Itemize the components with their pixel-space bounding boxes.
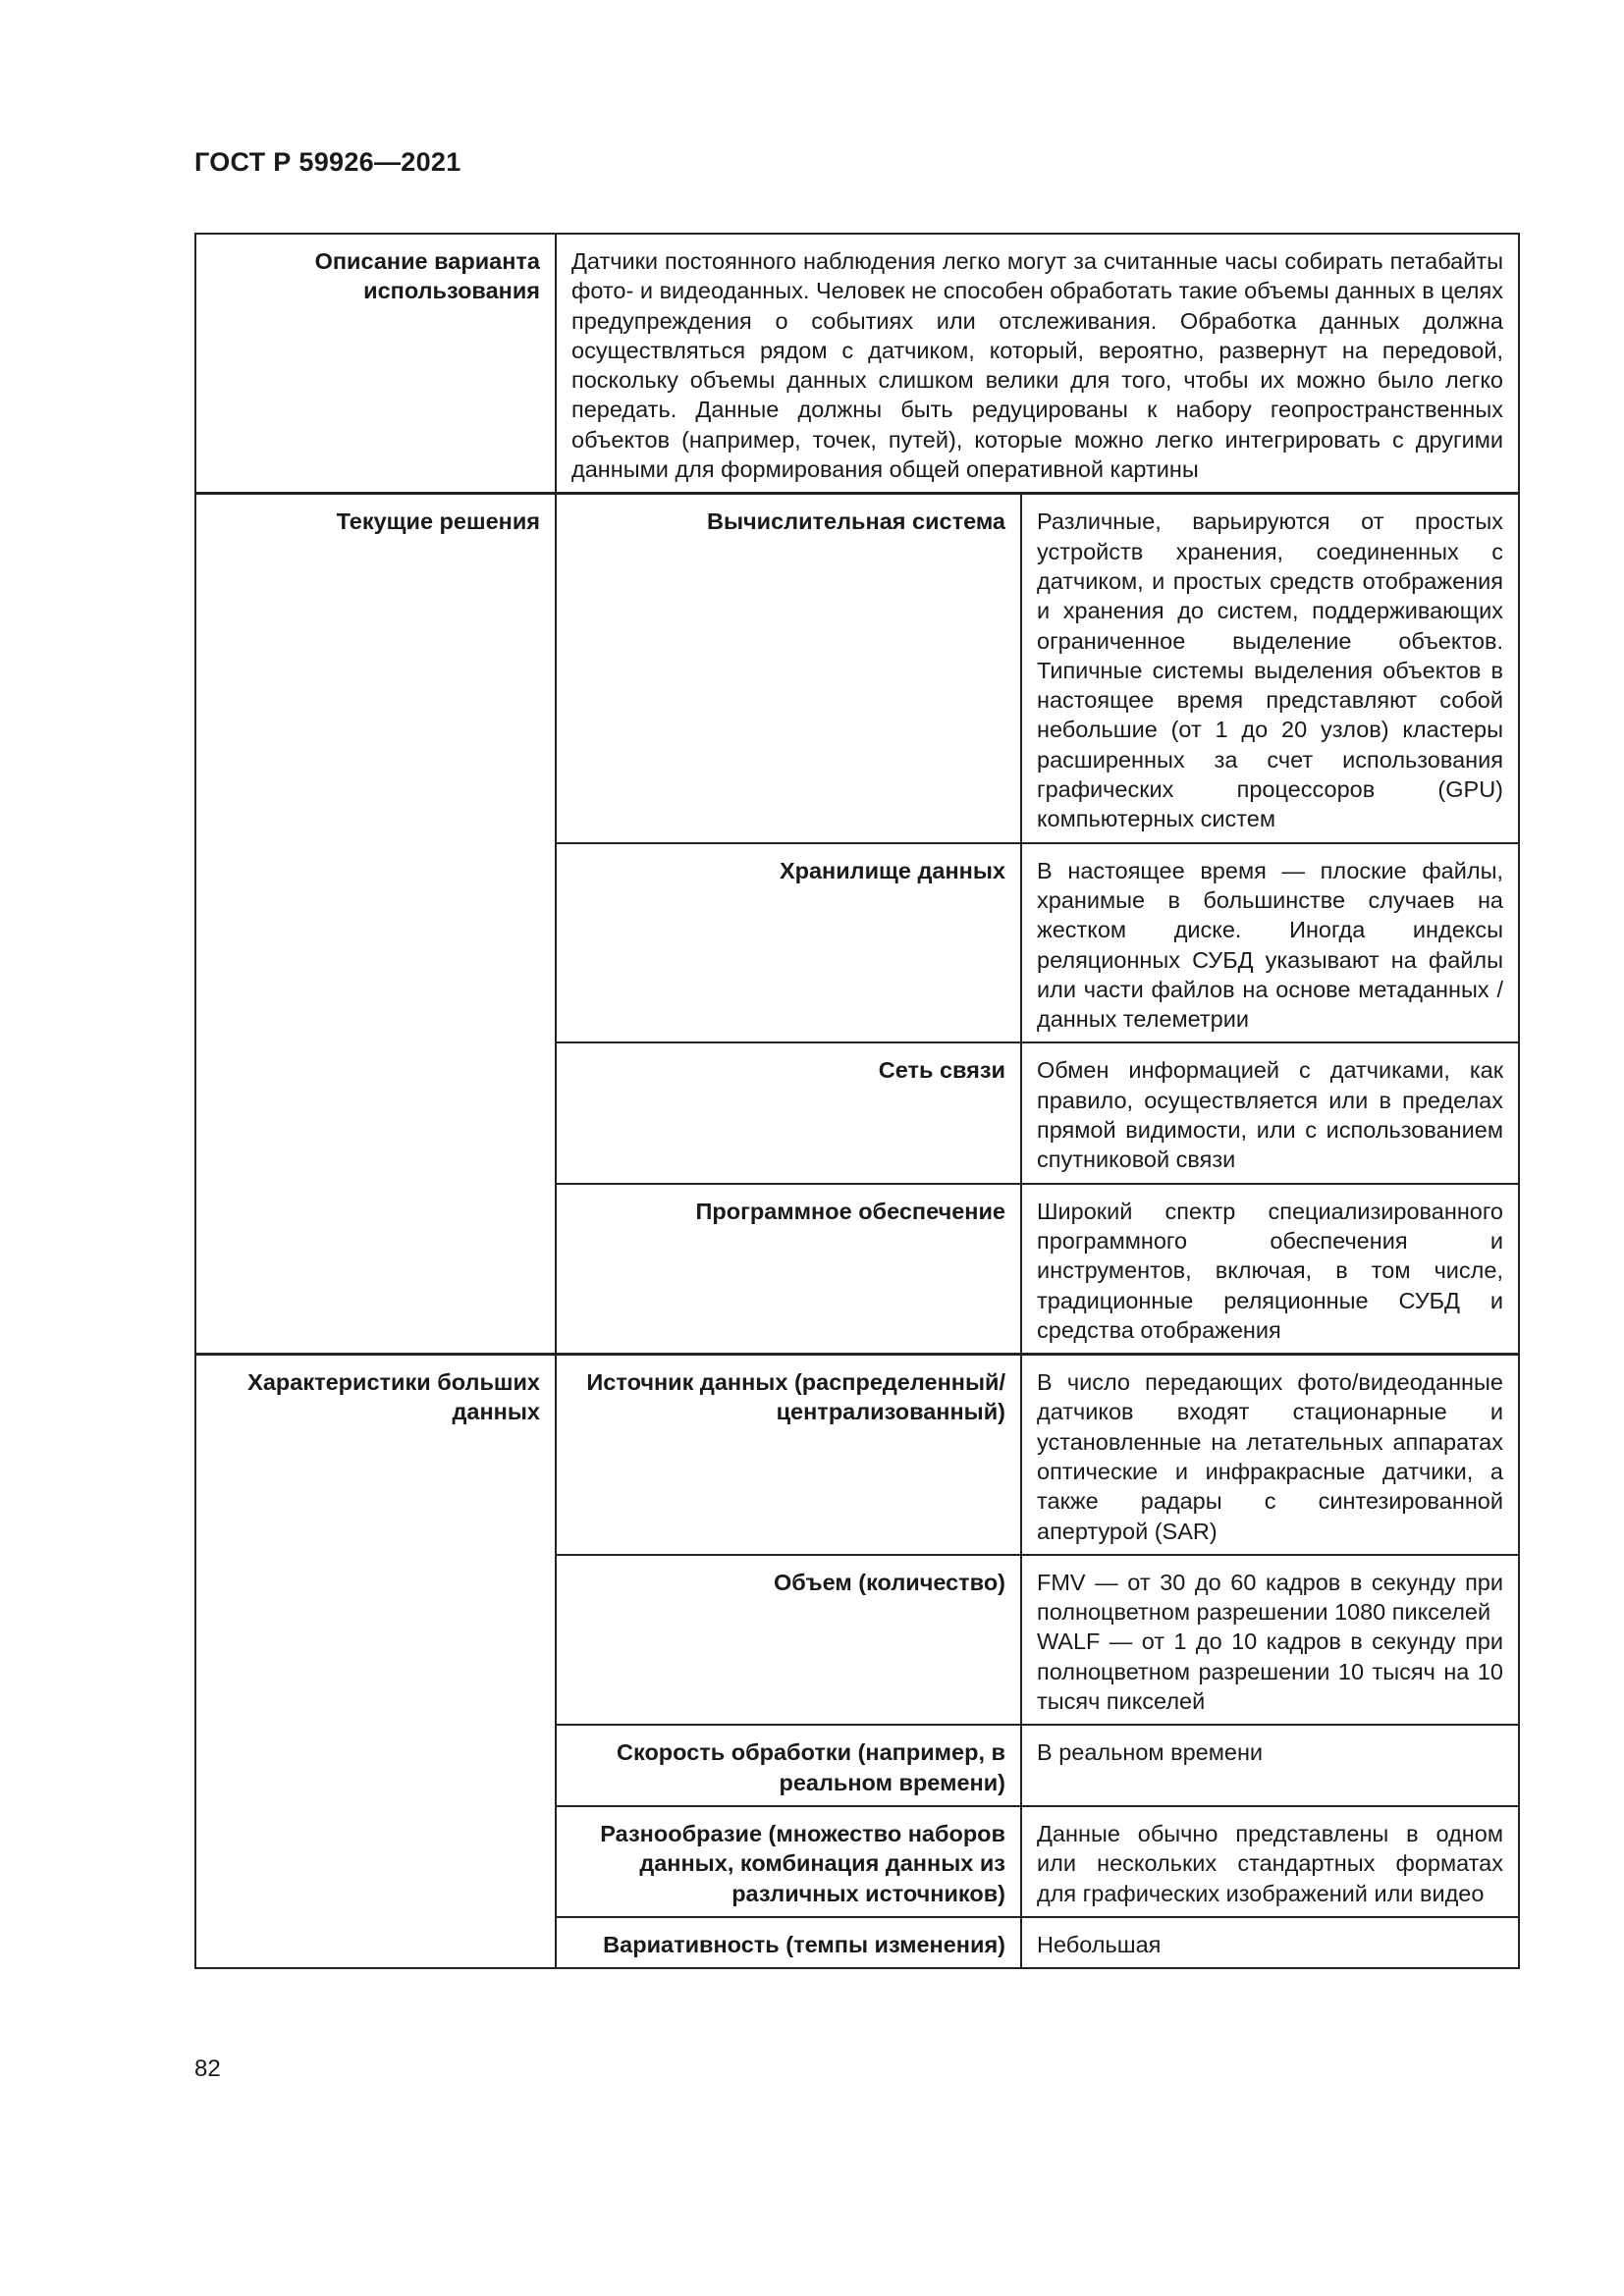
velocity-label: Скорость обработки (например, в реальном времени)	[556, 1725, 1021, 1806]
variability-value: Небольшая	[1021, 1917, 1519, 1968]
network-label: Сеть связи	[556, 1042, 1021, 1183]
network-value: Обмен информацией с датчиками, как правило, осуществляется или в пределах прямой видимости, или с использованием спутниковой связи	[1021, 1042, 1519, 1183]
use-case-table	[194, 233, 1520, 1969]
volume-fmv-text: FMV — от 30 до 60 кадров в секунду при полноцветном разрешении 1080 пикселей	[1037, 1569, 1503, 1626]
computing-system-label: Вычислительная система	[556, 494, 1021, 843]
data-storage-label: Хранилище данных	[556, 843, 1021, 1043]
variety-label: Разнообразие (множество наборов данных, комбинация данных из различных источников)	[556, 1806, 1021, 1917]
data-source-label: Источник данных (распределенный/ централизованный)	[556, 1355, 1021, 1555]
data-source-value: В число передающих фото/видеоданные датчиков входят стационарные и установленные на летательных аппаратах оптические и инфракрасные датчики, а также радары с синтезированной апертурой (SAR)	[1021, 1355, 1519, 1555]
volume-walf-text: WALF — от 1 до 10 кадров в секунду при полноцветном разрешении 10 тысяч на 10 тысяч пикселей	[1037, 1629, 1503, 1715]
volume-value	[1021, 1555, 1519, 1725]
computing-system-value: Различные, варьируются от простых устройств хранения, соединенных с датчиком, и простых средств отображения и хранения до систем, поддерживающих ограниченное выделение объектов. Типичные системы выделения объектов в настоящее время представляют собой небольшие (от 1 до 20 узлов) кластеры расширенных за счет использования графических процессоров (GPU) компьютерных систем	[1021, 494, 1519, 843]
table-row	[195, 1355, 1519, 1555]
page-number: 82	[194, 2056, 221, 2082]
current-solutions-label: Текущие решения	[195, 494, 556, 1355]
table-row	[195, 494, 1519, 843]
data-storage-value: В настоящее время — плоские файлы, хранимые в большинстве случаев на жестком диске. Иногда индексы реляционных СУБД указывают на файлы или части файлов на основе метаданных / данных телеметрии	[1021, 843, 1519, 1043]
variety-value: Данные обычно представлены в одном или нескольких стандартных форматах для графических изображений или видео	[1021, 1806, 1519, 1917]
software-value: Широкий спектр специализированного программного обеспечения и инструментов, включая, в том числе, традиционные реляционные СУБД и средства отображения	[1021, 1184, 1519, 1355]
software-label: Программное обеспечение	[556, 1184, 1021, 1355]
big-data-label: Характеристики больших данных	[195, 1355, 556, 1969]
volume-label: Объем (количество)	[556, 1555, 1021, 1725]
velocity-value: В реальном времени	[1021, 1725, 1519, 1806]
table-row-description	[195, 234, 1519, 494]
variability-label: Вариативность (темпы изменения)	[556, 1917, 1021, 1968]
description-text: Датчики постоянного наблюдения легко могут за считанные часы собирать петабайты фото- и видеоданных. Человек не способен обработать такие объемы данных в целях предупреждения о событиях или отслеживания. Обработка данных должна осуществляться рядом с датчиком, который, вероятно, развернут на передовой, поскольку объемы данных слишком велики для того, чтобы их можно было легко передать. Данные должны быть редуцированы к набору геопространственных объектов (например, точек, путей), которые можно легко интегрировать с другими данными для формирования общей оперативной картины	[556, 234, 1519, 494]
description-label: Описание варианта использования	[195, 234, 556, 494]
document-header: ГОСТ Р 59926—2021	[194, 147, 461, 177]
